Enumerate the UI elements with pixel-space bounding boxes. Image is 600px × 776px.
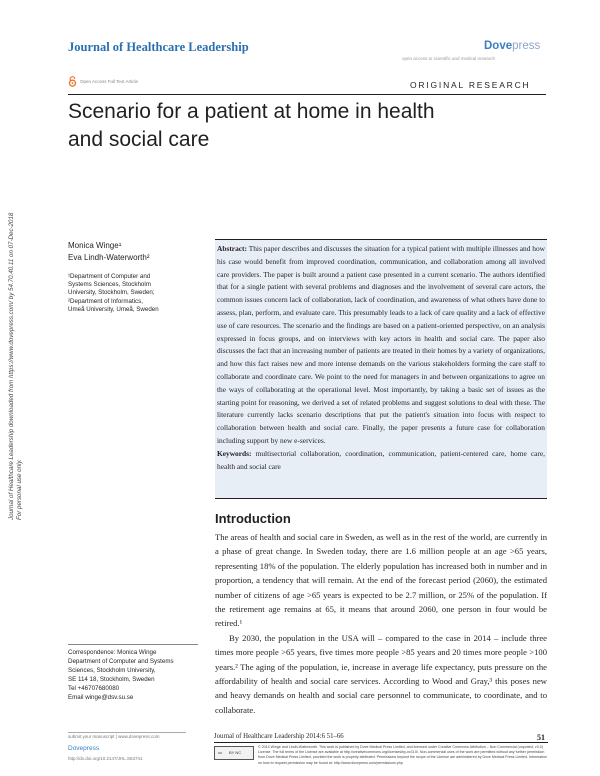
doi-link[interactable]: http://dx.doi.org/10.2147/JHL.S63741: [68, 756, 143, 761]
affiliation-line: Umeå University, Umeå, Sweden: [68, 305, 159, 313]
footer-dovepress-logo: Dovepress: [68, 745, 100, 752]
body-paragraph: The areas of health and social care in Sweden, as well as in the rest of the world, are currently in a phase of great change. In Sweden today, there are 1.6 million people at an age >65 years, representing 18% of the population. The elderly population has increased both in number and in proportion, a tendency that will remain. At the end of the forecast period (2060), the estimated number of citizens of age >65 years is expected to be 2.7 million, or 25% of the population. If the retirement age remains at 65, it means that around 2060, one person in four would be retired.¹: [215, 532, 547, 629]
publisher-logo: [484, 40, 540, 52]
journal-name: Journal of Healthcare Leadership: [68, 40, 249, 54]
article-title: Scenario for a patient at home in health and social care: [68, 100, 435, 151]
correspondence-line: SE 114 18, Stockholm, Sweden: [68, 676, 155, 683]
submit-manuscript-link[interactable]: submit your manuscript | www.dovepress.com: [68, 734, 160, 739]
section-heading: Introduction: [215, 511, 291, 526]
correspondence-line: Sciences, Stockholm University,: [68, 667, 156, 674]
author-name: Monica Winge¹: [68, 241, 122, 250]
correspondence-line: Tel +46707680080: [68, 685, 120, 692]
correspondence-block: [68, 648, 203, 702]
cc-label: cc: [218, 750, 222, 755]
open-access-icon: [68, 76, 77, 87]
abstract-box: [215, 239, 547, 499]
footer-divider: [214, 742, 548, 743]
affiliation-line: Systems Sciences, Stockholm: [68, 281, 151, 289]
affiliations: [68, 273, 198, 314]
footer-left-divider: [68, 732, 186, 733]
footer-citation: Journal of Healthcare Leadership 2014:6 51–66: [214, 733, 344, 740]
body-paragraph: By 2030, the population in the USA will – compared to the case in 2014 – include three times more people >65 years, five times more people >85 years and 20 times more people >100 years.² The aging of the population, ie, increase in average life expectancy, puts pressure on the affordability of health and social care services. According to Wood and Gray,³ this poses new and heavy demands on health and social care personnel to communicate, to coordinate, and to collaborate.: [215, 632, 547, 715]
keywords-label: Keywords:: [217, 448, 252, 458]
download-note: [8, 150, 22, 520]
affiliation-line: University, Stockholm, Sweden;: [68, 289, 155, 297]
publisher-tagline: open access to scientific and medical research: [402, 56, 496, 61]
cc-by-nc-label: BY NC: [229, 750, 242, 755]
article-type: ORIGINAL RESEARCH: [410, 80, 531, 90]
download-note-line2: For personal use only.: [15, 459, 23, 520]
open-access-label: Open Access Full Text Article: [80, 79, 138, 84]
correspondence-email[interactable]: Email winge@dsv.su.se: [68, 694, 134, 701]
header-divider: [68, 94, 546, 95]
page-number: 51: [537, 733, 545, 742]
abstract-paragraph: [217, 243, 545, 448]
abstract-label: Abstract:: [217, 244, 247, 253]
abstract-text: This paper describes and discusses the situation for a typical patient with multiple illnesses and how his case would benefit from improved coordination, communication, and collaboration among all involved care providers. The paper is built around a patient case presented in a current scenario. The authors identified that for a single patient with several problems and diagnoses and the involvement of several care actors, the common issues concern lack of collaboration, lack of coordination, and awareness of what others have done to assess, plan, perform, and evaluate care. This presumably leads to a lack of care quality and a lack of effective use of care resources. The scenario and the findings are based on a patient-oriented perspective, on an analysis expressed in focus groups, and on interviews with key actors in health and social care. The paper also discusses the fact that an increasing number of patients are treated in their homes by a variety of organizations, and how this fact raises new and more intense demands on the various stakeholders forming the care staff to collaborate and coordinate care. We point to the need for managers in and between organizations to agree on the ways of collaborating at the operational level. Most importantly, by taking a basic set of issues as the starting point for reasoning, we derived a set of related problems and suggest solutions to deal with these. The literature currently lacks scenario descriptions that put the patient's situation into focus with respect to collaboration between health and social care. Finally, the paper presents a future case for collaboration including support by new e-services.: [217, 244, 545, 445]
license-text: © 2014 Winge and Lindh-Waterworth. This work is published by Dove Medical Press Limited, and licensed under Creative Commons Attribution – Non Commercial (unported, v3.0) License. The full terms of the License are available at http://creativecommons.org/licenses/by-nc/3.0/. Non-commercial uses of the work are permitted without any further permission from Dove Medical Press Limited, provided the work is properly attributed. Permissions beyond the scope of the License are administered by Dove Medical Press Limited. Information on how to request permission may be found at: http://www.dovepress.com/permissions.php: [258, 745, 548, 765]
correspondence-divider: [68, 644, 198, 645]
introduction-body: [215, 530, 547, 717]
keywords-paragraph: [217, 448, 545, 474]
correspondence-line: Correspondence: Monica Winge: [68, 649, 157, 656]
affiliation-line: ²Department of Informatics,: [68, 297, 143, 305]
author-list: [68, 240, 150, 264]
publisher-logo-bold: Dove: [484, 40, 513, 52]
cc-license-icon: [214, 746, 254, 760]
publisher-logo-light: press: [512, 40, 541, 52]
author-name: Eva Lindh-Waterworth²: [68, 253, 150, 262]
download-note-line1: Journal of Healthcare Leadership downloaded from https://www.dovepress.com/ by 54.70.40.11 on 07-Dec-2018: [8, 212, 15, 520]
keywords-text: multisectorial collaboration, coordination, communication, patient-centered care, home care, health and social care: [217, 448, 545, 471]
correspondence-line: Department of Computer and Systems: [68, 658, 174, 665]
affiliation-line: ¹Department of Computer and: [68, 273, 151, 280]
